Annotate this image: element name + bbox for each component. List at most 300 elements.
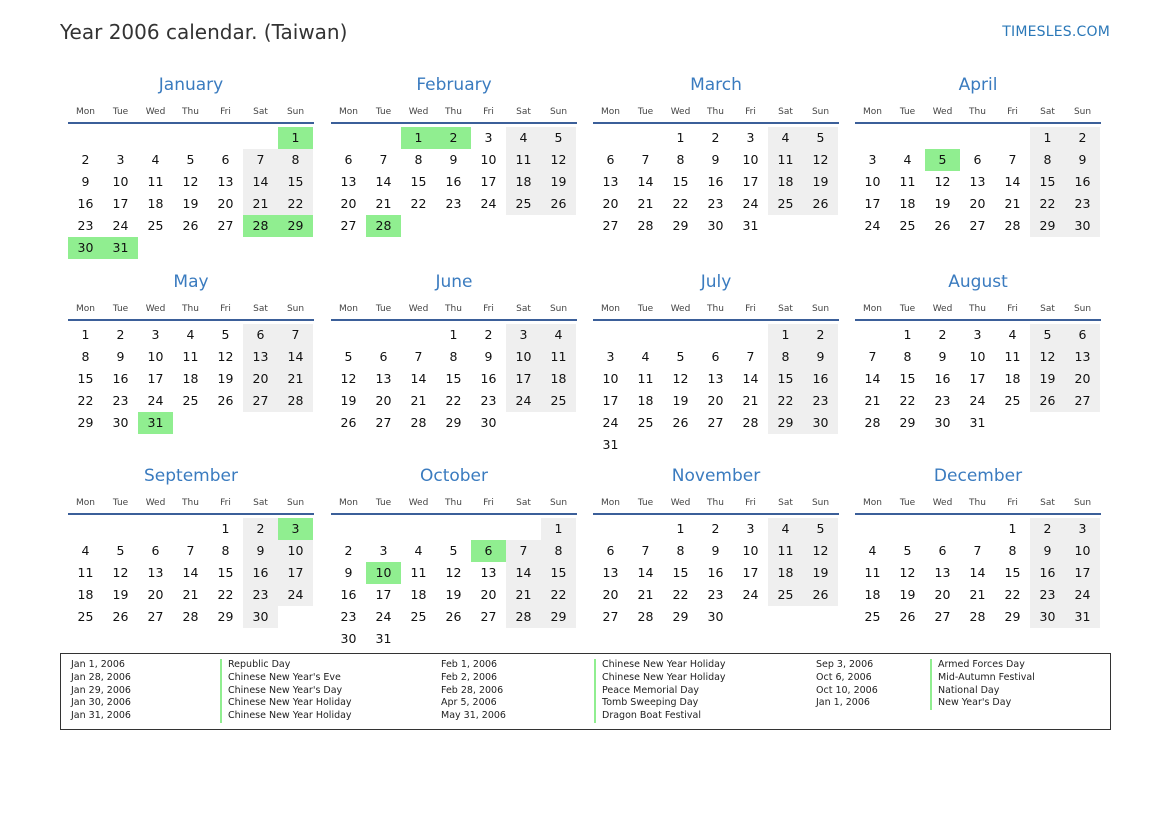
day-cell: 27 xyxy=(707,415,724,430)
legend-date: Feb 2, 2006 xyxy=(441,671,498,683)
day-cell: 17 xyxy=(480,174,497,189)
day-cell: 8 xyxy=(221,543,230,558)
day-cell: 18 xyxy=(899,196,916,211)
day-cell: 14 xyxy=(375,174,392,189)
day-cell: 25 xyxy=(768,193,803,215)
day-cell: 23 xyxy=(340,609,357,624)
day-cell: 18 xyxy=(768,171,803,193)
day-cell: 22 xyxy=(1004,587,1021,602)
day-cell: 2 xyxy=(484,327,493,342)
weekday-label: Sat xyxy=(253,498,268,508)
empty-cell xyxy=(436,518,471,540)
weekday-label: Fri xyxy=(220,107,231,117)
day-cell: 15 xyxy=(1004,565,1021,580)
legend-holiday-name: National Day xyxy=(930,685,999,698)
legend-date: Jan 28, 2006 xyxy=(71,671,131,683)
day-cell: 26 xyxy=(934,218,951,233)
day-cell: 24 xyxy=(147,393,164,408)
legend-holiday-name: Chinese New Year's Day xyxy=(220,685,342,698)
empty-cell xyxy=(593,518,628,540)
day-cell: 19 xyxy=(899,587,916,602)
weekday-label: Wed xyxy=(932,304,953,314)
day-cell: 28 xyxy=(637,609,654,624)
day-grid xyxy=(331,127,576,237)
weekday-label: Sat xyxy=(253,304,268,314)
day-cell: 12 xyxy=(1030,346,1065,368)
weekday-label: Thu xyxy=(182,498,199,508)
weekday-label: Thu xyxy=(969,498,986,508)
weekday-header xyxy=(331,102,577,124)
day-cell: 29 xyxy=(541,606,576,628)
day-cell: 15 xyxy=(541,562,576,584)
day-cell: 14 xyxy=(410,371,427,386)
day-cell: 13 xyxy=(147,565,164,580)
weekday-label: Tue xyxy=(375,498,392,508)
day-cell: 8 xyxy=(278,149,313,171)
day-cell: 23 xyxy=(1030,584,1065,606)
day-cell: 26 xyxy=(803,193,838,215)
day-cell: 26 xyxy=(445,609,462,624)
day-cell: 18 xyxy=(506,171,541,193)
day-cell: 17 xyxy=(506,368,541,390)
day-cell: 7 xyxy=(641,152,650,167)
day-cell: 20 xyxy=(375,393,392,408)
day-cell: 14 xyxy=(637,565,654,580)
day-grid xyxy=(593,127,838,237)
day-cell: 18 xyxy=(637,393,654,408)
day-cell: 10 xyxy=(147,349,164,364)
legend-date: Feb 1, 2006 xyxy=(441,659,498,670)
empty-cell xyxy=(103,127,138,149)
day-cell: 3 xyxy=(116,152,125,167)
month-september xyxy=(68,464,314,628)
holiday-day-cell: 30 xyxy=(68,237,103,259)
day-cell: 18 xyxy=(77,587,94,602)
day-cell: 9 xyxy=(449,152,458,167)
day-cell: 23 xyxy=(112,393,129,408)
day-cell: 7 xyxy=(186,543,195,558)
day-cell: 6 xyxy=(344,152,353,167)
holiday-day-cell: 6 xyxy=(471,540,506,562)
weekday-label: Fri xyxy=(1007,498,1018,508)
day-cell: 16 xyxy=(77,196,94,211)
empty-cell xyxy=(855,324,890,346)
day-cell: 8 xyxy=(541,540,576,562)
weekday-header xyxy=(855,299,1101,321)
day-cell: 8 xyxy=(414,152,423,167)
empty-cell xyxy=(628,324,663,346)
weekday-label: Wed xyxy=(670,107,691,117)
empty-cell xyxy=(173,518,208,540)
day-cell: 27 xyxy=(1065,390,1100,412)
day-cell: 5 xyxy=(221,327,230,342)
month-title: October xyxy=(419,466,489,486)
day-cell: 28 xyxy=(742,415,759,430)
day-cell: 25 xyxy=(1004,393,1021,408)
day-cell: 18 xyxy=(1004,371,1021,386)
day-cell: 11 xyxy=(899,174,916,189)
day-cell: 3 xyxy=(868,152,877,167)
weekday-label: Mon xyxy=(76,107,95,117)
day-cell: 9 xyxy=(243,540,278,562)
brand-link[interactable]: TIMESLES.COM xyxy=(1002,24,1110,40)
weekday-label: Tue xyxy=(899,107,916,117)
day-cell: 16 xyxy=(707,565,724,580)
day-cell: 13 xyxy=(602,174,619,189)
day-cell: 28 xyxy=(410,415,427,430)
weekday-header xyxy=(593,493,839,515)
weekday-header xyxy=(331,493,577,515)
weekday-label: Wed xyxy=(145,498,166,508)
month-february xyxy=(331,73,577,237)
day-cell: 2 xyxy=(243,518,278,540)
day-cell: 30 xyxy=(803,412,838,434)
day-cell: 18 xyxy=(147,196,164,211)
day-cell: 15 xyxy=(445,371,462,386)
day-cell: 18 xyxy=(864,587,881,602)
day-cell: 24 xyxy=(278,584,313,606)
day-cell: 14 xyxy=(1004,174,1021,189)
empty-cell xyxy=(138,518,173,540)
day-cell: 27 xyxy=(934,609,951,624)
day-cell: 1 xyxy=(81,327,90,342)
page-title: Year 2006 calendar. (Taiwan) xyxy=(60,20,348,44)
day-cell: 20 xyxy=(934,587,951,602)
weekday-label: Mon xyxy=(601,107,620,117)
day-cell: 29 xyxy=(672,609,689,624)
day-cell: 21 xyxy=(969,587,986,602)
day-cell: 3 xyxy=(746,130,755,145)
legend-date: Feb 28, 2006 xyxy=(441,684,504,696)
day-cell: 5 xyxy=(541,127,576,149)
day-cell: 24 xyxy=(375,609,392,624)
day-cell: 7 xyxy=(973,543,982,558)
holiday-day-cell: 31 xyxy=(138,412,173,434)
empty-cell xyxy=(628,518,663,540)
day-cell: 29 xyxy=(768,412,803,434)
day-cell: 2 xyxy=(938,327,947,342)
holiday-day-cell: 10 xyxy=(366,562,401,584)
weekday-label: Wed xyxy=(932,107,953,117)
day-cell: 15 xyxy=(672,565,689,580)
day-cell: 24 xyxy=(480,196,497,211)
month-may xyxy=(68,270,314,434)
day-cell: 19 xyxy=(803,171,838,193)
weekday-label: Tue xyxy=(637,107,654,117)
day-cell: 14 xyxy=(278,346,313,368)
holiday-day-cell: 31 xyxy=(103,237,138,259)
day-cell: 18 xyxy=(410,587,427,602)
day-cell: 15 xyxy=(1030,171,1065,193)
legend-holiday-name: Armed Forces Day xyxy=(930,659,1025,672)
empty-cell xyxy=(68,127,103,149)
month-title: April xyxy=(958,75,998,95)
day-grid xyxy=(855,324,1100,434)
legend-date: Oct 6, 2006 xyxy=(816,671,872,683)
weekday-label: Wed xyxy=(408,498,429,508)
day-cell: 1 xyxy=(676,521,685,536)
day-cell: 3 xyxy=(746,521,755,536)
day-cell: 19 xyxy=(803,562,838,584)
day-cell: 15 xyxy=(217,565,234,580)
day-cell: 1 xyxy=(676,130,685,145)
day-cell: 30 xyxy=(112,415,129,430)
day-cell: 7 xyxy=(641,543,650,558)
weekday-label: Sun xyxy=(811,304,830,314)
weekday-label: Mon xyxy=(339,107,358,117)
day-cell: 22 xyxy=(278,193,313,215)
weekday-label: Sun xyxy=(811,498,830,508)
day-cell: 16 xyxy=(1030,562,1065,584)
day-cell: 11 xyxy=(768,540,803,562)
weekday-label: Mon xyxy=(76,498,95,508)
day-cell: 25 xyxy=(899,218,916,233)
day-cell: 12 xyxy=(217,349,234,364)
day-cell: 12 xyxy=(112,565,129,580)
day-cell: 22 xyxy=(410,196,427,211)
weekday-label: Sat xyxy=(778,304,793,314)
day-cell: 27 xyxy=(217,218,234,233)
weekday-label: Thu xyxy=(707,498,724,508)
day-cell: 9 xyxy=(81,174,90,189)
weekday-label: Mon xyxy=(339,304,358,314)
weekday-label: Wed xyxy=(670,304,691,314)
day-cell: 5 xyxy=(1030,324,1065,346)
day-cell: 21 xyxy=(278,368,313,390)
day-cell: 1 xyxy=(449,327,458,342)
weekday-header xyxy=(331,299,577,321)
legend-holiday-name: Dragon Boat Festival xyxy=(594,710,701,723)
day-cell: 19 xyxy=(541,171,576,193)
empty-cell xyxy=(733,324,768,346)
day-grid xyxy=(68,324,313,434)
weekday-label: Tue xyxy=(375,304,392,314)
weekday-label: Mon xyxy=(863,107,882,117)
day-cell: 3 xyxy=(1065,518,1100,540)
empty-cell xyxy=(471,518,506,540)
day-cell: 4 xyxy=(1008,327,1017,342)
day-cell: 24 xyxy=(864,218,881,233)
month-january xyxy=(68,73,314,259)
day-cell: 2 xyxy=(711,521,720,536)
day-cell: 27 xyxy=(243,390,278,412)
empty-cell xyxy=(208,127,243,149)
day-cell: 16 xyxy=(243,562,278,584)
weekday-label: Fri xyxy=(745,107,756,117)
day-cell: 31 xyxy=(375,631,392,646)
weekday-label: Sun xyxy=(549,107,568,117)
day-cell: 23 xyxy=(934,393,951,408)
day-cell: 16 xyxy=(934,371,951,386)
day-cell: 31 xyxy=(969,415,986,430)
day-cell: 10 xyxy=(969,349,986,364)
weekday-label: Wed xyxy=(145,107,166,117)
day-cell: 4 xyxy=(903,152,912,167)
legend-holiday-name: Republic Day xyxy=(220,659,290,672)
day-cell: 30 xyxy=(707,218,724,233)
day-cell: 27 xyxy=(375,415,392,430)
day-cell: 17 xyxy=(742,174,759,189)
day-cell: 31 xyxy=(742,218,759,233)
day-cell: 20 xyxy=(969,196,986,211)
day-cell: 23 xyxy=(707,587,724,602)
day-cell: 26 xyxy=(803,584,838,606)
holiday-day-cell: 1 xyxy=(401,127,436,149)
empty-cell xyxy=(855,518,890,540)
month-july xyxy=(593,270,839,456)
day-cell: 12 xyxy=(934,174,951,189)
day-cell: 16 xyxy=(445,174,462,189)
day-cell: 17 xyxy=(864,196,881,211)
weekday-label: Mon xyxy=(863,304,882,314)
day-cell: 10 xyxy=(864,174,881,189)
weekday-label: Thu xyxy=(707,107,724,117)
weekday-label: Wed xyxy=(408,107,429,117)
day-cell: 17 xyxy=(1065,562,1100,584)
day-cell: 24 xyxy=(602,415,619,430)
day-cell: 11 xyxy=(637,371,654,386)
month-title: June xyxy=(435,272,473,292)
weekday-label: Sat xyxy=(516,304,531,314)
day-cell: 21 xyxy=(742,393,759,408)
day-cell: 16 xyxy=(112,371,129,386)
weekday-label: Fri xyxy=(483,107,494,117)
day-cell: 6 xyxy=(221,152,230,167)
day-cell: 20 xyxy=(147,587,164,602)
empty-cell xyxy=(925,518,960,540)
weekday-label: Thu xyxy=(182,107,199,117)
day-cell: 8 xyxy=(81,349,90,364)
legend-date: Jan 1, 2006 xyxy=(816,697,870,709)
day-cell: 21 xyxy=(506,584,541,606)
day-cell: 5 xyxy=(803,127,838,149)
weekday-label: Thu xyxy=(969,107,986,117)
day-cell: 16 xyxy=(1065,171,1100,193)
empty-cell xyxy=(593,127,628,149)
weekday-label: Mon xyxy=(863,498,882,508)
day-cell: 16 xyxy=(340,587,357,602)
day-cell: 22 xyxy=(768,390,803,412)
day-cell: 14 xyxy=(243,171,278,193)
day-cell: 5 xyxy=(449,543,458,558)
day-cell: 2 xyxy=(116,327,125,342)
weekday-header xyxy=(68,493,314,515)
empty-cell xyxy=(890,518,925,540)
weekday-label: Wed xyxy=(408,304,429,314)
day-cell: 4 xyxy=(414,543,423,558)
empty-cell xyxy=(960,127,995,149)
day-cell: 6 xyxy=(606,543,615,558)
day-cell: 26 xyxy=(340,415,357,430)
day-cell: 13 xyxy=(1065,346,1100,368)
weekday-label: Fri xyxy=(1007,107,1018,117)
day-grid xyxy=(331,324,576,434)
day-cell: 2 xyxy=(803,324,838,346)
holiday-day-cell: 1 xyxy=(278,127,313,149)
weekday-label: Wed xyxy=(670,498,691,508)
empty-cell xyxy=(855,127,890,149)
day-cell: 26 xyxy=(182,218,199,233)
day-cell: 19 xyxy=(182,196,199,211)
day-cell: 30 xyxy=(707,609,724,624)
weekday-label: Sat xyxy=(516,107,531,117)
day-cell: 11 xyxy=(768,149,803,171)
day-cell: 13 xyxy=(375,371,392,386)
weekday-label: Tue xyxy=(899,304,916,314)
day-cell: 17 xyxy=(147,371,164,386)
holiday-day-cell: 5 xyxy=(925,149,960,171)
day-cell: 15 xyxy=(768,368,803,390)
day-cell: 13 xyxy=(243,346,278,368)
day-cell: 1 xyxy=(1008,521,1017,536)
day-cell: 11 xyxy=(77,565,94,580)
day-cell: 23 xyxy=(707,196,724,211)
day-cell: 2 xyxy=(344,543,353,558)
day-cell: 6 xyxy=(606,152,615,167)
day-cell: 7 xyxy=(506,540,541,562)
day-cell: 5 xyxy=(344,349,353,364)
day-cell: 2 xyxy=(1065,127,1100,149)
day-cell: 16 xyxy=(707,174,724,189)
day-cell: 27 xyxy=(969,218,986,233)
month-title: March xyxy=(690,75,742,95)
day-cell: 26 xyxy=(672,415,689,430)
day-cell: 1 xyxy=(1030,127,1065,149)
day-cell: 25 xyxy=(410,609,427,624)
holiday-day-cell: 28 xyxy=(243,215,278,237)
day-cell: 12 xyxy=(899,565,916,580)
day-cell: 28 xyxy=(1004,218,1021,233)
day-cell: 24 xyxy=(742,587,759,602)
day-cell: 25 xyxy=(182,393,199,408)
day-cell: 4 xyxy=(541,324,576,346)
day-cell: 14 xyxy=(742,371,759,386)
day-cell: 4 xyxy=(641,349,650,364)
day-cell: 12 xyxy=(803,540,838,562)
day-cell: 26 xyxy=(112,609,129,624)
day-cell: 15 xyxy=(77,371,94,386)
weekday-label: Mon xyxy=(601,304,620,314)
day-cell: 21 xyxy=(182,587,199,602)
day-cell: 17 xyxy=(742,565,759,580)
month-title: February xyxy=(416,75,492,95)
day-cell: 24 xyxy=(1065,584,1100,606)
day-cell: 21 xyxy=(1004,196,1021,211)
day-cell: 13 xyxy=(340,174,357,189)
legend-date: Jan 29, 2006 xyxy=(71,684,131,696)
weekday-label: Fri xyxy=(220,498,231,508)
day-cell: 11 xyxy=(506,149,541,171)
day-cell: 9 xyxy=(711,152,720,167)
holiday-day-cell: 3 xyxy=(278,518,313,540)
day-cell: 7 xyxy=(414,349,423,364)
day-cell: 5 xyxy=(803,518,838,540)
empty-cell xyxy=(698,324,733,346)
day-grid xyxy=(593,518,838,628)
day-cell: 20 xyxy=(602,587,619,602)
day-cell: 27 xyxy=(340,218,357,233)
day-cell: 23 xyxy=(243,584,278,606)
day-cell: 23 xyxy=(445,196,462,211)
day-cell: 14 xyxy=(969,565,986,580)
weekday-header xyxy=(855,493,1101,515)
day-cell: 24 xyxy=(112,218,129,233)
empty-cell xyxy=(663,324,698,346)
day-cell: 29 xyxy=(217,609,234,624)
day-cell: 5 xyxy=(186,152,195,167)
day-cell: 31 xyxy=(602,437,619,452)
day-cell: 18 xyxy=(541,368,576,390)
